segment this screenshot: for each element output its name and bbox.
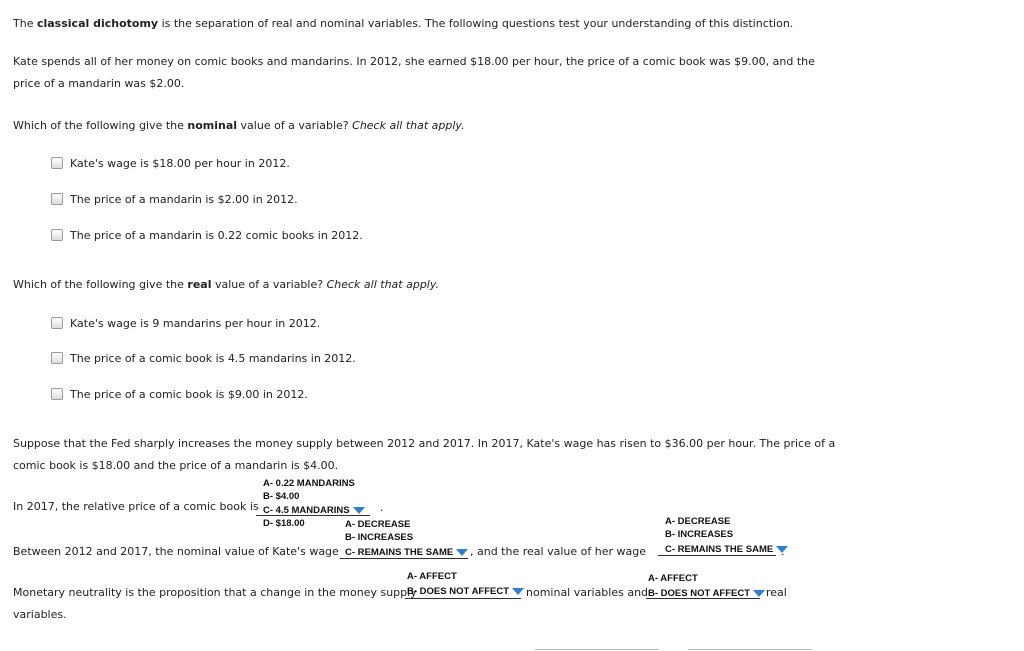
nomwage-option-b[interactable]: B- INCREASES bbox=[345, 532, 414, 543]
neutrality-text: Monetary neutrality is the proposition that a change in the money supply bbox=[13, 586, 417, 599]
neutrality-middle: nominal variables and bbox=[526, 586, 649, 599]
scenario2-line-2: comic book is $18.00 and the price of a mandarin is $4.00. bbox=[13, 459, 339, 472]
realwage-underline bbox=[658, 555, 776, 556]
bottom-divider-1 bbox=[535, 649, 659, 650]
realwage-text: , and the real value of her wage bbox=[470, 545, 646, 558]
neutral2-dropdown[interactable]: B- DOES NOT AFFECT bbox=[648, 586, 765, 599]
relprice-period: . bbox=[380, 501, 384, 514]
nomwage-text: Between 2012 and 2017, the nominal value of Kate's wage bbox=[13, 545, 339, 558]
realwage-option-b[interactable]: B- INCREASES bbox=[665, 529, 734, 540]
relprice-option-d[interactable]: D- $18.00 bbox=[263, 518, 305, 529]
neutral2-option-a[interactable]: A- AFFECT bbox=[648, 573, 698, 584]
checkbox-nominal-2[interactable] bbox=[51, 193, 63, 205]
neutrality-line-2: variables. bbox=[13, 608, 67, 621]
nomwage-dropdown[interactable]: C- REMAINS THE SAME bbox=[345, 545, 468, 558]
intro-text: The classical dichotomy is the separation of real and nominal variables. The following questions test your understanding of this distinction. bbox=[13, 17, 794, 30]
realwage-period: . bbox=[781, 545, 785, 558]
nomwage-option-a[interactable]: A- DECREASE bbox=[345, 519, 411, 530]
bottom-divider-2 bbox=[688, 649, 812, 650]
scenario-line-1: Kate spends all of her money on comic books and mandarins. In 2012, she earned $18.00 per hour, the price of a comic book was $9.00, and the bbox=[13, 55, 815, 68]
neutrality-end: real bbox=[766, 586, 787, 599]
option-real-2: The price of a comic book is 4.5 mandarins in 2012. bbox=[70, 352, 356, 365]
realwage-dropdown[interactable]: C- REMAINS THE SAME bbox=[665, 542, 788, 555]
chevron-down-icon bbox=[512, 588, 524, 595]
question-nominal: Which of the following give the nominal value of a variable? Check all that apply. bbox=[13, 119, 465, 132]
checkbox-nominal-1[interactable] bbox=[51, 157, 63, 169]
chevron-down-icon bbox=[353, 507, 365, 514]
option-nominal-3: The price of a mandarin is 0.22 comic books in 2012. bbox=[70, 229, 363, 242]
chevron-down-icon bbox=[456, 549, 468, 556]
option-real-3: The price of a comic book is $9.00 in 2012. bbox=[70, 388, 308, 401]
realwage-option-a[interactable]: A- DECREASE bbox=[665, 516, 731, 527]
checkbox-real-1[interactable] bbox=[51, 317, 63, 329]
checkbox-nominal-3[interactable] bbox=[51, 229, 63, 241]
relprice-option-b[interactable]: B- $4.00 bbox=[263, 491, 300, 502]
neutral1-underline bbox=[405, 598, 521, 599]
scenario2-line-1: Suppose that the Fed sharply increases the money supply between 2012 and 2017. In 2017, Kate's wage has risen to $36.00 per hour. The price of a bbox=[13, 437, 836, 450]
chevron-down-icon bbox=[753, 590, 765, 597]
relprice-option-a[interactable]: A- 0.22 MANDARINS bbox=[263, 478, 355, 489]
option-nominal-2: The price of a mandarin is $2.00 in 2012. bbox=[70, 193, 298, 206]
nomwage-underline bbox=[340, 558, 468, 559]
neutral1-option-a[interactable]: A- AFFECT bbox=[407, 571, 457, 582]
intro-term: classical dichotomy bbox=[36, 17, 159, 30]
relprice-dropdown[interactable]: C- 4.5 MANDARINS bbox=[263, 503, 365, 516]
scenario-line-2: price of a mandarin was $2.00. bbox=[13, 77, 185, 90]
question-real: Which of the following give the real value of a variable? Check all that apply. bbox=[13, 278, 440, 291]
option-nominal-1: Kate's wage is $18.00 per hour in 2012. bbox=[70, 157, 290, 170]
checkbox-real-3[interactable] bbox=[51, 388, 63, 400]
option-real-1: Kate's wage is 9 mandarins per hour in 2012. bbox=[70, 317, 321, 330]
relprice-text: In 2017, the relative price of a comic book is bbox=[13, 500, 259, 513]
checkbox-real-2[interactable] bbox=[51, 352, 63, 364]
neutral1-dropdown[interactable]: B- DOES NOT AFFECT bbox=[407, 584, 524, 597]
